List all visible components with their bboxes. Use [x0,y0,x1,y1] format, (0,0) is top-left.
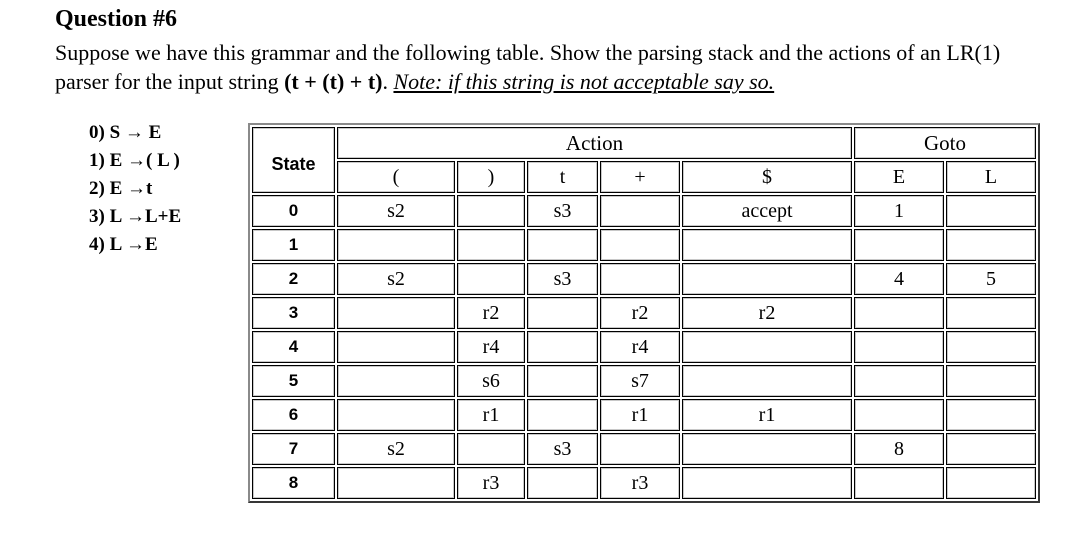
action-cell [527,229,598,261]
question-title: Question #6 [55,6,178,32]
goto-cell [946,433,1036,465]
grammar-rule: 1) E →( L ) [89,150,180,171]
action-cell: r1 [600,399,680,431]
goto-header: Goto [854,127,1036,159]
prompt-text-2: . [382,69,394,94]
goto-cell [854,297,944,329]
state-cell: 4 [252,331,335,363]
goto-cell: 4 [854,263,944,295]
action-cell [337,399,455,431]
grammar-rules [89,119,181,259]
action-cell [682,331,852,363]
goto-cell [946,297,1036,329]
action-header: Action [337,127,852,159]
action-cell: s3 [527,433,598,465]
action-cell [682,263,852,295]
action-cell: r4 [600,331,680,363]
action-cell [600,433,680,465]
table-row [252,263,1036,295]
action-cell: r4 [457,331,525,363]
action-cell: r3 [600,467,680,499]
table-row [252,365,1036,397]
goto-cell: 1 [854,195,944,227]
question-prompt [55,38,1055,96]
action-cell: r2 [600,297,680,329]
table-row [252,331,1036,363]
action-cell [337,365,455,397]
table-row [252,229,1036,261]
column-header: t [527,161,598,193]
action-cell [457,263,525,295]
goto-cell: 8 [854,433,944,465]
state-cell: 1 [252,229,335,261]
action-cell: accept [682,195,852,227]
action-cell [337,331,455,363]
column-header: E [854,161,944,193]
goto-cell [854,365,944,397]
grammar-rule: 2) E →t [89,178,153,199]
action-cell: s3 [527,263,598,295]
goto-cell [946,229,1036,261]
table-row [252,297,1036,329]
action-cell [527,297,598,329]
goto-cell [854,399,944,431]
column-header: ) [457,161,525,193]
action-cell: s2 [337,195,455,227]
lr-parse-table [248,123,1040,503]
column-header: + [600,161,680,193]
state-cell: 5 [252,365,335,397]
action-cell [337,229,455,261]
goto-cell [854,467,944,499]
action-cell: s7 [600,365,680,397]
state-cell: 2 [252,263,335,295]
input-string: (t + (t) + t) [284,69,383,94]
state-cell: 8 [252,467,335,499]
action-cell [527,365,598,397]
action-cell: r1 [682,399,852,431]
action-cell [600,195,680,227]
action-cell: r1 [457,399,525,431]
table-row [252,467,1036,499]
action-cell: s2 [337,263,455,295]
action-cell [457,433,525,465]
column-header: ( [337,161,455,193]
goto-cell [946,467,1036,499]
action-cell [682,467,852,499]
goto-cell [946,331,1036,363]
goto-cell [854,229,944,261]
action-cell [682,229,852,261]
action-cell [527,467,598,499]
column-header: L [946,161,1036,193]
table-row [252,433,1036,465]
action-cell: r2 [682,297,852,329]
action-cell: r3 [457,467,525,499]
state-cell: 3 [252,297,335,329]
goto-cell [946,195,1036,227]
action-cell [527,331,598,363]
action-cell: s3 [527,195,598,227]
state-cell: 0 [252,195,335,227]
action-cell [457,195,525,227]
action-cell [600,229,680,261]
action-cell: s2 [337,433,455,465]
grammar-rule: 0) S → E [89,122,162,143]
goto-cell: 5 [946,263,1036,295]
grammar-rule: 4) L →E [89,234,158,255]
state-cell: 7 [252,433,335,465]
state-header: State [252,127,335,193]
action-cell [600,263,680,295]
grammar-rule: 3) L →L+E [89,206,182,227]
action-cell [682,365,852,397]
goto-cell [854,331,944,363]
action-cell: r2 [457,297,525,329]
table-row [252,399,1036,431]
action-cell: s6 [457,365,525,397]
prompt-text-1: Suppose we have this grammar and the following table. Show the parsing stack and the actions of an LR(1) parser for the input string [55,40,1001,94]
action-cell [337,467,455,499]
prompt-note: Note: if this string is not acceptable say so. [393,69,775,94]
action-cell [682,433,852,465]
column-header: $ [682,161,852,193]
action-cell [457,229,525,261]
state-cell: 6 [252,399,335,431]
goto-cell [946,365,1036,397]
goto-cell [946,399,1036,431]
table-row [252,195,1036,227]
action-cell [527,399,598,431]
action-cell [337,297,455,329]
